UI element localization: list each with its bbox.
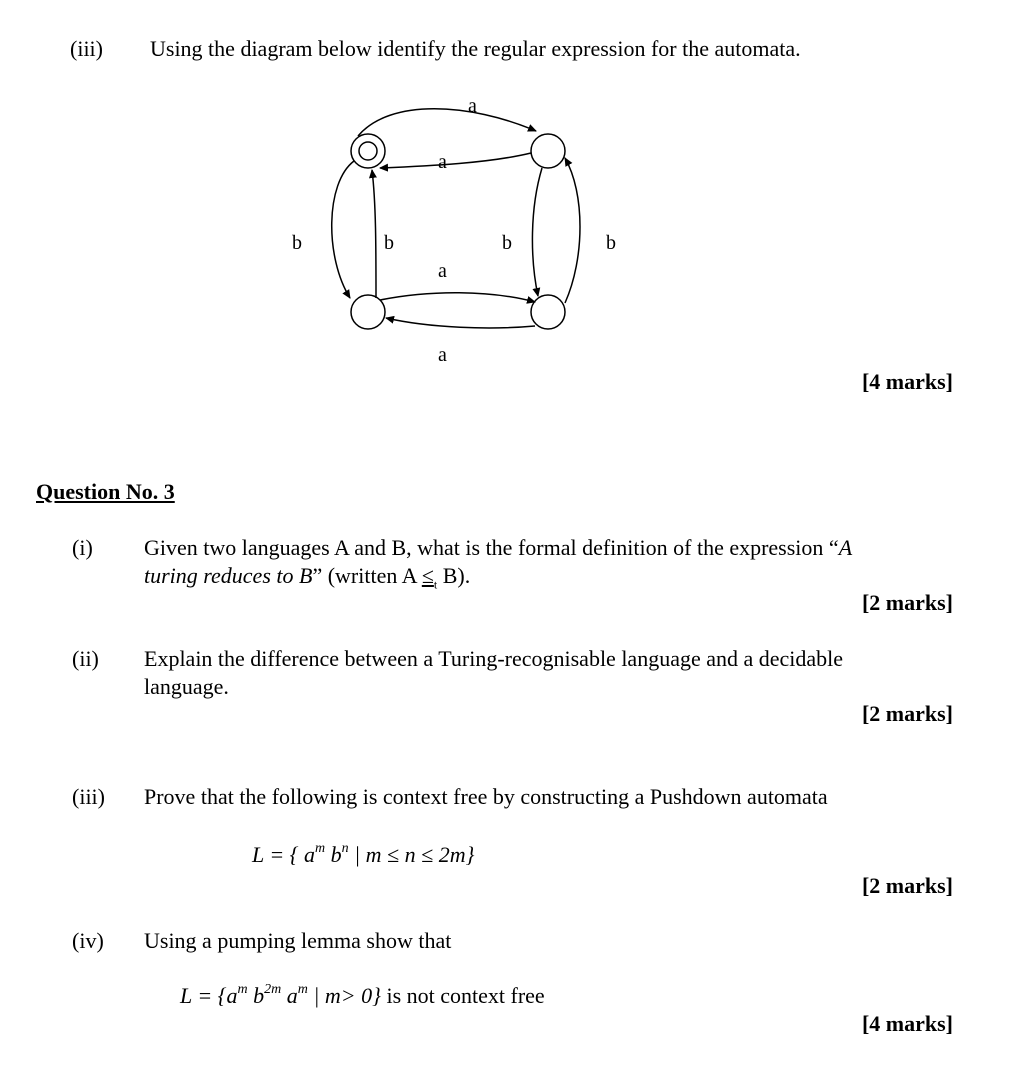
q3-i-line1 (144, 535, 852, 561)
q3-i-number: (i) (72, 535, 93, 560)
state-bottom-right (531, 295, 565, 329)
formula-tail: is not context free (380, 983, 545, 1008)
formula-part: | m> 0} (307, 983, 381, 1008)
label-bottom: a (438, 344, 447, 366)
edge-left-outer (332, 161, 354, 298)
q3-i-sub: t (433, 577, 438, 592)
q3-ii-line1: Explain the difference between a Turing-recognisable language and a decidable (144, 646, 844, 671)
q3-iv-number: (iv) (72, 928, 104, 953)
q3-ii-number: (ii) (72, 646, 99, 671)
q3-i-text-e: B). (437, 563, 471, 588)
q3-iii-text: Prove that the following is context free by constructing a Pushdown automata (144, 784, 828, 809)
q3-i-text-c: turing reduces to B (144, 563, 313, 588)
formula-part: | m ≤ n ≤ 2m} (348, 842, 475, 867)
label-right-outer: b (606, 232, 616, 254)
state-top-left (351, 134, 385, 168)
formula-part: b (247, 983, 265, 1008)
state-top-right (531, 134, 565, 168)
formula-sup: m (297, 981, 308, 997)
q3-iii-marks: [2 marks] (861, 873, 953, 898)
q3-i-text-a: Given two languages A and B, what is the formal definition of the expression “ (144, 535, 839, 560)
label-top-arc: a (468, 95, 477, 117)
q3-iv-marks: [4 marks] (861, 1011, 953, 1036)
formula-sup: m (314, 840, 326, 856)
edge-middle (380, 293, 535, 302)
q2-iii-text: Using the diagram below identify the regular expression for the automata. (150, 36, 801, 61)
q3-ii-line2: language. (144, 674, 229, 699)
edge-top-arc (358, 109, 536, 136)
formula-part: b (325, 842, 342, 867)
q3-iii-number: (iii) (72, 784, 105, 809)
automaton-diagram (280, 88, 640, 378)
question-heading: Question No. 3 (36, 479, 175, 504)
q3-i-text-d: ” (written A (312, 563, 422, 588)
label-middle: a (438, 260, 447, 282)
label-top-inner: a (438, 151, 447, 173)
q3-iii-formula (252, 842, 474, 868)
q3-i-leq: ≤ (421, 563, 434, 588)
edge-left-inner (372, 170, 376, 298)
q3-i-text-b: A (838, 535, 853, 560)
q3-i-marks: [2 marks] (861, 590, 953, 615)
formula-part: a (281, 983, 298, 1008)
formula-part: L = { a (252, 842, 315, 867)
label-right-inner: b (502, 232, 512, 254)
label-left-inner: b (384, 232, 394, 254)
q3-iv-formula (180, 983, 545, 1009)
edge-right-inner (532, 168, 542, 296)
q2-iii-marks: [4 marks] (861, 369, 953, 394)
edge-right-outer (565, 158, 580, 303)
formula-sup: 2m (264, 981, 282, 997)
edge-top-inner (380, 153, 531, 168)
q3-ii-marks: [2 marks] (861, 701, 953, 726)
accept-state-ring (359, 142, 377, 160)
formula-sup: n (341, 840, 349, 856)
formula-sup: m (237, 981, 248, 997)
label-left-outer: b (292, 232, 302, 254)
state-bottom-left (351, 295, 385, 329)
formula-part: L = {a (180, 983, 238, 1008)
q3-iv-text: Using a pumping lemma show that (144, 928, 452, 953)
edge-bottom (386, 318, 535, 328)
q3-i-line2 (144, 563, 470, 592)
q2-iii-number: (iii) (70, 36, 103, 61)
